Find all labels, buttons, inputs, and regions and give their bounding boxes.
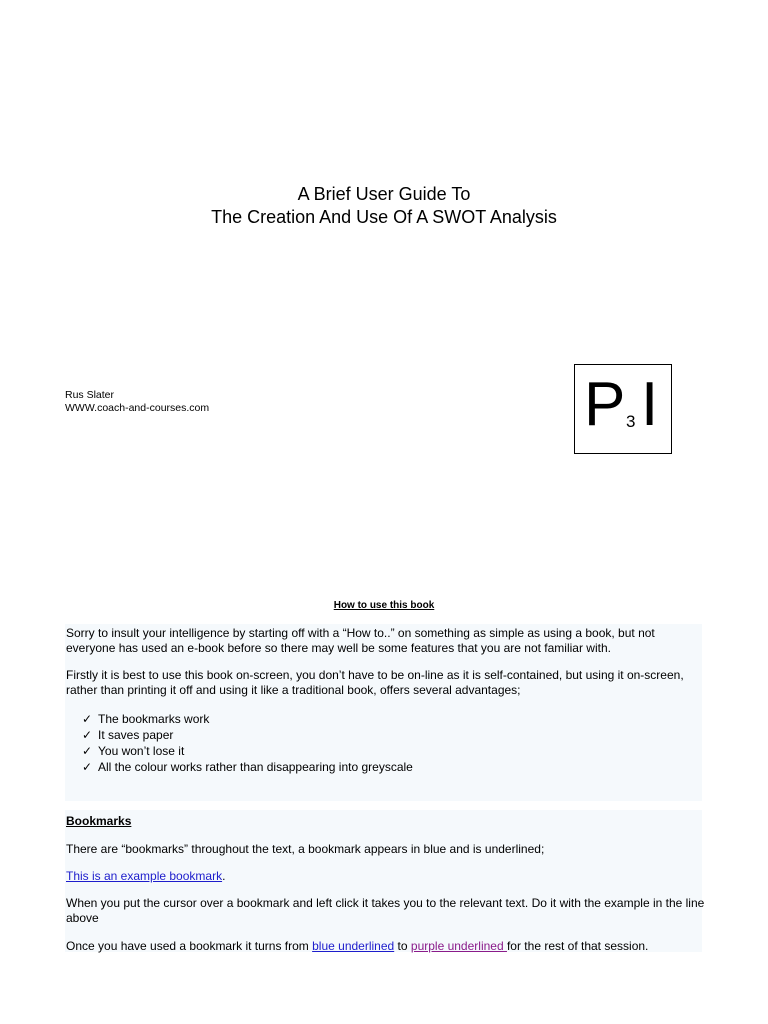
blue-underlined-link[interactable]: blue underlined (312, 939, 395, 953)
howto-paragraph-1: Sorry to insult your intelligence by starting off with a “How to..” on something as simple as using a book, but not everyone has used an e-book before so there may well be some features that you are not familiar with. (66, 626, 655, 655)
example-bookmark-line: This is an example bookmark. (66, 869, 226, 883)
advantages-list (82, 711, 413, 775)
title-line-2: The Creation And Use Of A SWOT Analysis (211, 207, 557, 227)
list-item: ✓ You won’t lose it (82, 744, 185, 758)
bookmarks-paragraph-1: There are “bookmarks” throughout the text, a bookmark appears in blue and is underlined; (66, 842, 545, 856)
bookmarks-heading: Bookmarks (66, 814, 132, 828)
panel-divider (65, 801, 702, 810)
checkmark-icon: ✓ (82, 744, 93, 758)
howto-paragraph-2: Firstly it is best to use this book on-screen, you don’t have to be on-line as it is self-contained, but using it on-screen, rather than printing it off and using it like a traditional book, offers several advantages; (66, 668, 684, 697)
howto-heading: How to use this book (333, 600, 435, 611)
example-bookmark-link[interactable]: This is an example bookmark (66, 869, 223, 883)
list-item: ✓ All the colour works rather than disappearing into greyscale (82, 760, 413, 774)
title-line-1: A Brief User Guide To (297, 184, 471, 204)
checkmark-icon: ✓ (82, 712, 93, 726)
purple-underlined-link[interactable]: purple underlined (410, 939, 507, 953)
list-item: ✓ The bookmarks work (82, 712, 210, 726)
author-website: WWW.coach-and-courses.com (65, 402, 210, 414)
checkmark-icon: ✓ (82, 760, 93, 774)
bookmarks-paragraph-2: When you put the cursor over a bookmark and left click it takes you to the relevant text. Do it with the example in the line above (66, 896, 705, 925)
bookmarks-paragraph-3: Once you have used a bookmark it turns from blue underlined to purple underlined for the rest of that session. (66, 939, 649, 953)
checkmark-icon: ✓ (82, 728, 93, 742)
list-item: ✓ It saves paper (82, 728, 174, 742)
p3i-logo (574, 364, 672, 454)
document-title (0, 183, 768, 229)
author-block (65, 389, 209, 415)
logo-letter-p: P (584, 370, 626, 439)
author-name: Rus Slater (65, 389, 115, 401)
logo-subscript-3: 3 (626, 412, 636, 431)
logo-letter-i: I (641, 370, 659, 439)
